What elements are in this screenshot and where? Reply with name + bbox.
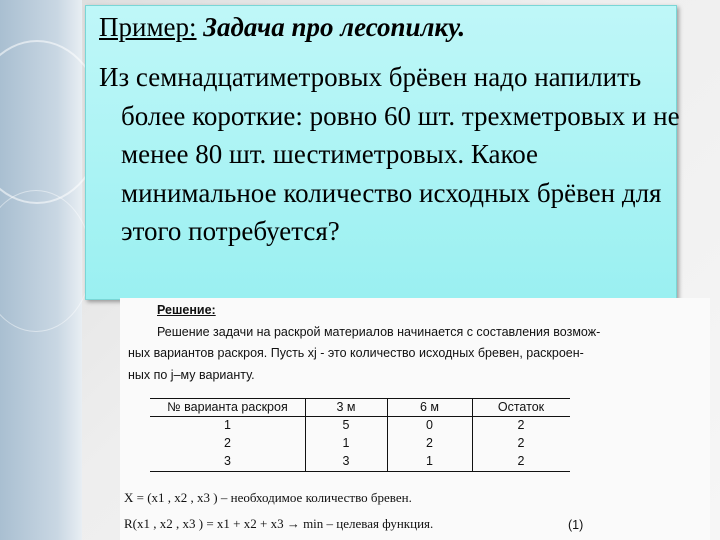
table-cell: 5	[342, 418, 350, 432]
table-rule-bottom	[150, 471, 570, 472]
table-cell: 1	[342, 436, 350, 450]
table-cell: 0	[426, 418, 433, 432]
table-header-remainder: Остаток	[497, 400, 545, 414]
table-cell: 1	[224, 418, 231, 432]
table-cell: 3	[224, 454, 231, 468]
table-cell: 2	[426, 436, 433, 450]
formula-variables: X = (x1 , x2 , x3 ) – необходимое количество бревен.	[124, 490, 412, 505]
solution-line-2: ных вариантов раскроя. Пусть xj - это количество исходных бревен, раскроен-	[128, 346, 584, 360]
title-label: Пример:	[99, 12, 197, 42]
table-header-3m: 3 м	[336, 400, 356, 414]
table-cell: 3	[342, 454, 350, 468]
formula-objective: R(x1 , x2 , x3 ) = x1 + x2 + x3 → min – целевая функция.	[124, 516, 434, 531]
cutting-variants-table	[150, 398, 570, 472]
formula-number: (1)	[568, 518, 584, 532]
table-header-6m: 6 м	[419, 400, 440, 414]
solution-line-3: ных по j–му варианту.	[128, 368, 255, 382]
table-cell: 2	[517, 418, 525, 432]
table-rule-header	[150, 416, 570, 417]
table-header-variant: № варианта раскроя	[167, 400, 288, 414]
problem-statement: Из семнадцатиметровых брёвен надо напилить более короткие: ровно 60 шт. трехметровых и не менее 80 шт. шестиметровых. Какое минимальное количество исходных брёвен для этого потребуется?	[99, 62, 680, 246]
title-task: Задача про лесопилку.	[203, 12, 466, 42]
table-cell: 2	[517, 436, 525, 450]
solution-line-1: Решение задачи на раскрой материалов начинается с составления возмож-	[157, 325, 601, 339]
table-cell: 1	[426, 454, 433, 468]
table-rule-top	[150, 398, 570, 399]
table-cell: 2	[224, 436, 231, 450]
solution-heading: Решение:	[157, 303, 216, 317]
slide-title	[99, 12, 465, 43]
table-cell: 2	[517, 454, 525, 468]
